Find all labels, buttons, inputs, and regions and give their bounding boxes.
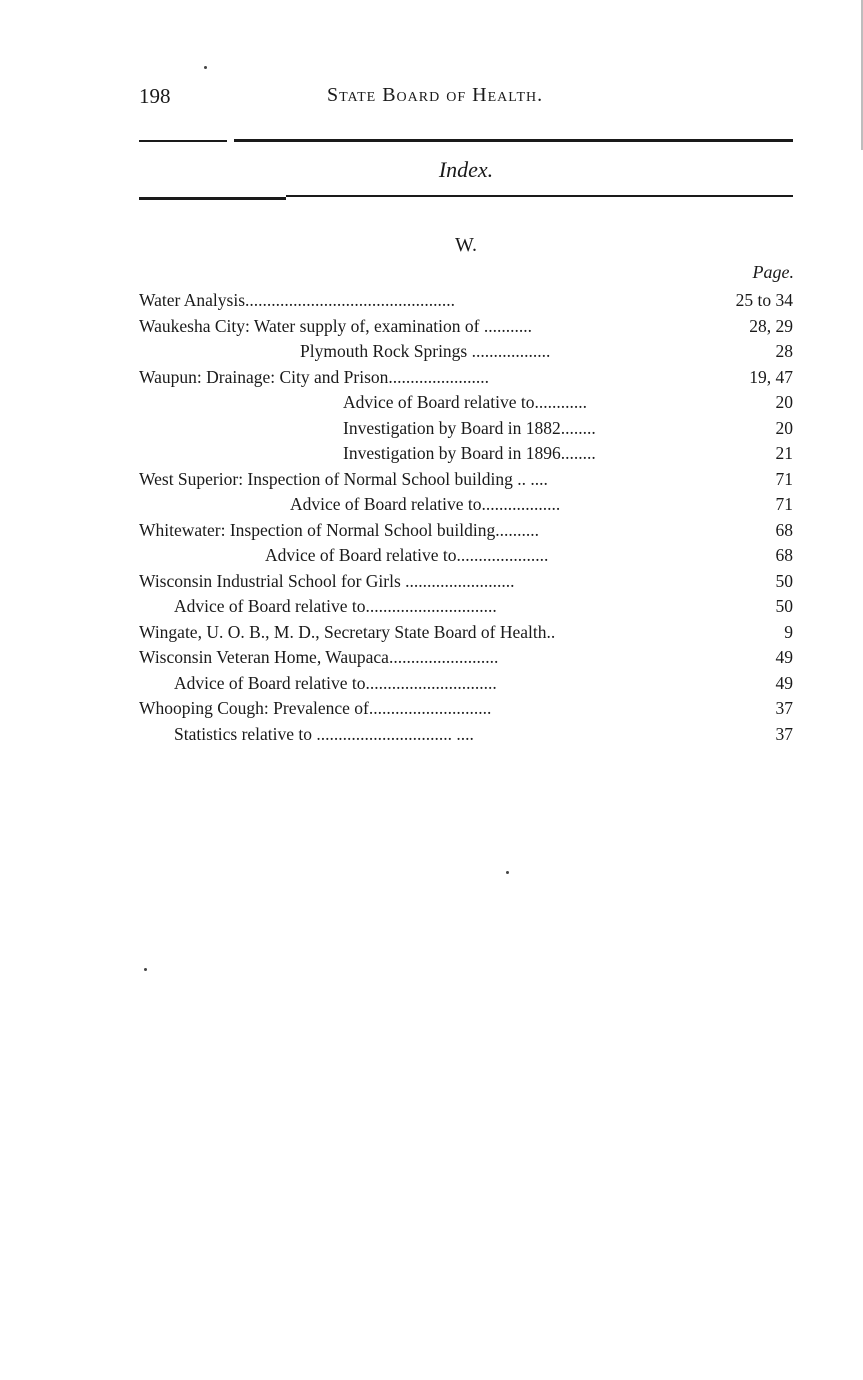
header-rule-right <box>234 139 793 142</box>
index-entry <box>139 314 793 340</box>
section-rule-right <box>286 195 793 197</box>
index-entry-text: Wisconsin Industrial School for Girls ......................... <box>139 570 515 591</box>
page-column-label: Page. <box>752 262 794 282</box>
index-entry <box>139 467 793 493</box>
index-letter-heading: W. <box>454 234 478 256</box>
index-entry-page: 49 <box>775 647 793 667</box>
index-entry-text: Advice of Board relative to.................. <box>290 494 561 514</box>
index-entry-page: 50 <box>775 596 793 616</box>
page-number: 198 <box>139 84 171 108</box>
index-entry-text: Waukesha City: Water supply of, examination of ........... <box>139 315 532 336</box>
index-entry-text: Statistics relative to ............................... .... <box>174 723 474 744</box>
index-entry-page: 68 <box>775 545 793 565</box>
running-title: State Board of Health. <box>327 84 544 106</box>
index-entry <box>139 671 793 697</box>
index-entry-page: 19, 47 <box>749 366 793 387</box>
scan-speck <box>204 66 207 69</box>
index-entry <box>139 696 793 722</box>
index-entry <box>139 620 793 646</box>
index-entry-page: 37 <box>775 723 793 744</box>
index-entry-text: Advice of Board relative to..................... <box>265 545 549 565</box>
index-entry-page: 68 <box>775 519 793 540</box>
index-entry-page: 25 to 34 <box>735 290 793 310</box>
index-entry-page: 71 <box>775 468 793 489</box>
index-entry <box>139 365 793 391</box>
index-entry-text: Water Analysis................................................ <box>139 290 455 310</box>
index-entry-text: Wingate, U. O. B., M. D., Secretary State Board of Health.. <box>139 621 556 642</box>
index-entry-text: Advice of Board relative to............ <box>343 392 587 412</box>
index-entry-text: Wisconsin Veteran Home, Waupaca......................... <box>139 647 499 667</box>
index-entry <box>139 339 793 365</box>
index-entry-page: 28, 29 <box>749 315 793 336</box>
index-entry-text: Advice of Board relative to.............................. <box>174 596 497 616</box>
index-entry-text: Investigation by Board in 1896........ <box>343 443 596 463</box>
index-entry <box>139 518 793 544</box>
index-entry-text: Whitewater: Inspection of Normal School building.......... <box>139 519 539 540</box>
index-entry-text: Plymouth Rock Springs .................. <box>300 341 551 361</box>
index-entry <box>139 645 793 671</box>
scan-speck <box>506 871 509 874</box>
index-entry <box>139 416 793 442</box>
index-entry <box>139 722 793 748</box>
index-entry <box>139 569 793 595</box>
index-entry-page: 20 <box>775 417 793 438</box>
index-entries <box>139 288 793 747</box>
index-entry-page: 37 <box>775 698 793 718</box>
index-entry <box>139 594 793 620</box>
index-entry-text: Whooping Cough: Prevalence of............................ <box>139 698 492 718</box>
index-entry <box>139 390 793 416</box>
index-entry-text: West Superior: Inspection of Normal School building .. .... <box>139 468 548 489</box>
index-entry-page: 21 <box>775 443 793 463</box>
index-entry <box>139 492 793 518</box>
scan-speck <box>144 968 147 971</box>
index-entry-page: 9 <box>784 621 793 642</box>
index-entry-page: 71 <box>775 494 793 514</box>
index-entry-page: 28 <box>775 341 793 361</box>
section-rule-left <box>139 197 286 200</box>
index-entry <box>139 441 793 467</box>
index-entry-page: 20 <box>775 392 793 412</box>
index-entry-page: 49 <box>775 672 793 693</box>
index-entry-text: Waupun: Drainage: City and Prison....................... <box>139 366 490 387</box>
index-entry-page: 50 <box>775 570 793 591</box>
index-entry <box>139 288 793 314</box>
index-entry-text: Investigation by Board in 1882........ <box>343 417 596 438</box>
index-entry-text: Advice of Board relative to.............................. <box>174 672 497 693</box>
section-title: Index. <box>438 157 494 182</box>
index-entry <box>139 543 793 569</box>
header-rule-left <box>139 140 227 142</box>
running-header <box>139 84 793 112</box>
